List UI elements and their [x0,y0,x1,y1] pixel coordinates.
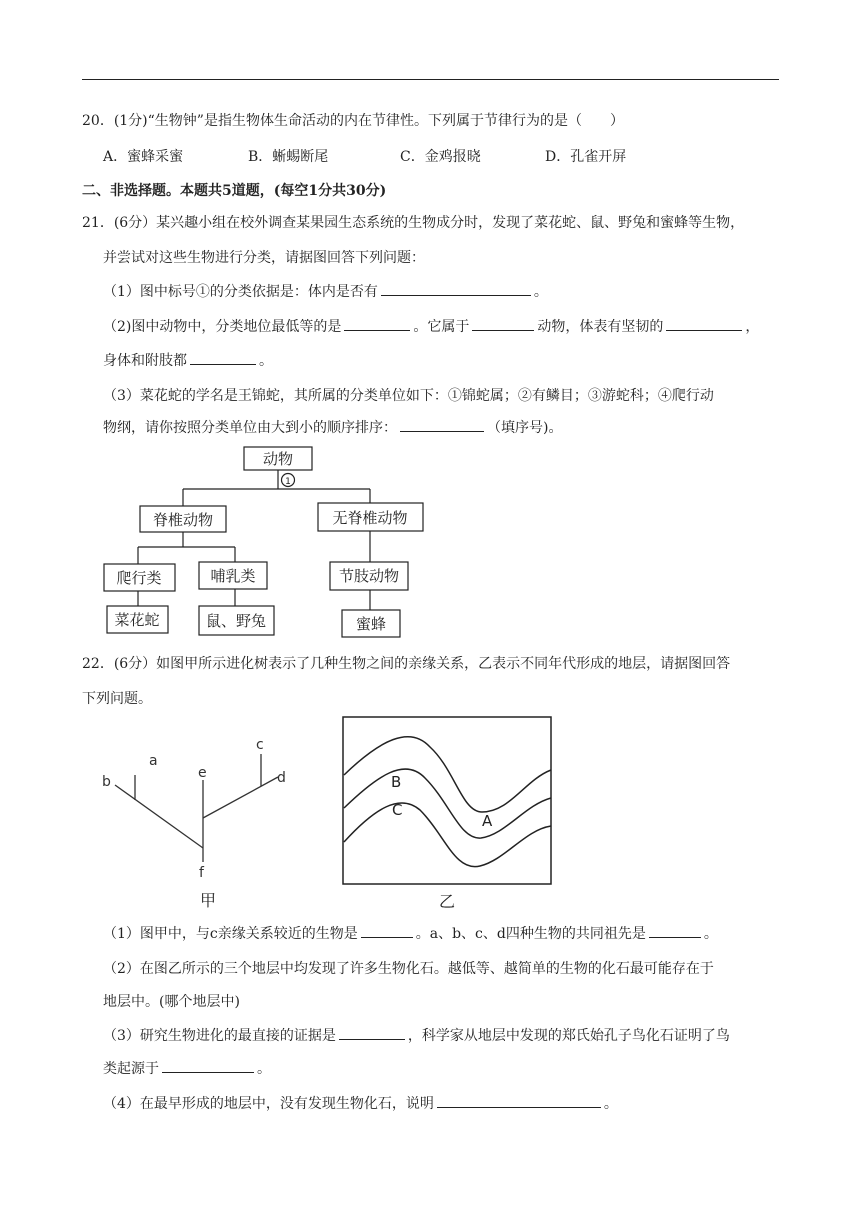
tree-label-a: a [149,753,158,769]
q21-part3-line1: （3）菜花蛇的学名是王锦蛇，其所属的分类单位如下：①锦蛇属；②有鳞目；③游蛇科；④爬行动 [103,388,714,404]
tree-label-vertebrates: 脊椎动物 [152,511,214,529]
q21-stem-line1: 21．(6分）某兴趣小组在校外调查某果园生态系统的生物成分时，发现了菜花蛇、鼠、野兔和蜜蜂等生物， [82,215,745,231]
answer-blank[interactable] [437,1093,601,1108]
q20-option-c: C．金鸡报晓 [400,149,481,165]
tree-label-animals: 动物 [262,450,294,468]
figure-caption-jia: 甲 [200,891,217,910]
tree-label-arthropods: 节肢动物 [338,567,400,585]
q21-part2: （2)图中动物中，分类地位最低等的是 。它属于 动物，体表有坚韧的 ， [103,316,759,336]
q22-part3-cont: 类起源于 。 [103,1058,271,1078]
stratum-line-2 [344,769,551,838]
figure-caption-yi: 乙 [439,892,456,911]
q21-part2-cont: 身体和附肢都 。 [103,350,273,370]
tree-label-f: f [199,865,204,881]
stratum-label-b: B [391,773,402,791]
q20-option-d: D．孔雀开屏 [545,149,627,165]
q22-part2-line1: （2）在图乙所示的三个地层中均发现了许多生物化石。越低等、越简单的生物的化石最可能存在于 [103,961,714,977]
q22-part3: （3）研究生物进化的最直接的证据是 ，科学家从地层中发现的郑氏始孔子鸟化石证明了鸟 [103,1025,730,1045]
q21-part3-line2: 物纲，请你按照分类单位由大到小的顺序排序： （填序号)。 [103,417,562,437]
answer-blank[interactable] [361,923,413,938]
section-heading: 二、非选择题。本题共5道题，(每空1分共30分) [82,183,387,199]
tree-label-e: e [198,765,207,781]
stratum-label-c: C [392,801,403,819]
tree-label-d: d [277,770,286,786]
q22-stem-line1: 22．(6分）如图甲所示进化树表示了几种生物之间的亲缘关系，乙表示不同年代形成的地层，请据图回答 [82,656,731,672]
q21-stem-line2: 并尝试对这些生物进行分类，请据图回答下列问题： [103,250,425,266]
q22-part2-line2: 地层中。(哪个地层中) [103,994,240,1010]
q20-option-a: A．蜜蜂采蜜 [103,149,184,165]
stratum-line-3 [344,803,551,867]
tree-label-b: b [102,774,111,790]
answer-blank[interactable] [162,1058,254,1073]
stratum-label-a: A [482,812,493,830]
q22-part1: （1）图甲中，与c亲缘关系较近的生物是 。a、b、c、d四种生物的共同祖先是 。 [103,923,718,943]
tree-label-rat-rabbit: 鼠、野兔 [205,612,267,630]
q21-part1: （1）图中标号①的分类依据是：体内是否有 。 [103,281,548,301]
tree-label-bee: 蜜蜂 [355,615,387,633]
q20-option-b: B．蜥蜴断尾 [248,149,329,165]
q22-stem-line2: 下列问题。 [82,691,152,707]
tree-label-invertebrates: 无脊椎动物 [332,509,408,527]
tree-label-mammals: 哺乳类 [210,567,256,585]
tree-marker: 1 [285,477,291,487]
q22-part4: （4）在最早形成的地层中，没有发现生物化石，说明 。 [103,1093,618,1113]
q20-stem: 20．(1分)“生物钟”是指生物体生命活动的内在节律性。下列属于节律行为的是（ ） [82,113,624,129]
answer-blank[interactable] [649,923,701,938]
answer-blank[interactable] [339,1025,405,1040]
tree-label-rat-snake: 菜花蛇 [114,611,160,629]
stratum-line-1 [344,737,551,812]
strata-frame [343,717,551,884]
tree-label-reptiles: 爬行类 [116,569,162,587]
tree-label-c: c [256,737,264,753]
